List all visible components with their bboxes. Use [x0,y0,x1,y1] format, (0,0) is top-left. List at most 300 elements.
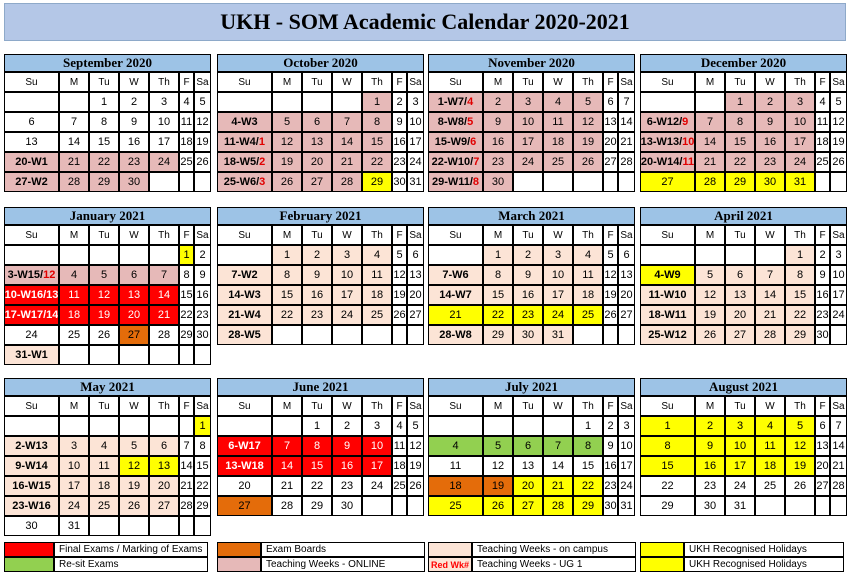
month-title: December 2020 [640,54,847,72]
day-cell [4,416,59,436]
day-header: F [815,72,830,92]
day-cell: 3 [618,416,635,436]
day-header: Th [573,225,603,245]
day-cell: 17 [830,285,847,305]
day-cell [217,245,272,265]
day-cell: 22 [194,476,211,496]
day-cell: 29 [640,496,695,516]
day-cell: 4 [428,436,483,456]
day-cell [119,416,149,436]
day-cell: 7 [179,436,194,456]
day-cell: 8 [89,112,119,132]
day-cell [179,416,194,436]
day-cell: 11 [573,265,603,285]
month-title: February 2021 [217,207,424,225]
day-cell: 18 [179,132,194,152]
day-cell: 24 [149,152,179,172]
day-header: M [483,72,513,92]
day-cell: 26 [407,476,424,496]
day-cell: 4 [573,245,603,265]
day-cell: 5 [407,416,424,436]
day-header: W [332,396,362,416]
day-cell: 18 [543,132,573,152]
day-cell: 9 [392,112,407,132]
day-cell: 30 [119,172,149,192]
day-cell: 5 [194,92,211,112]
day-cell: 12 [89,285,119,305]
day-cell: 15 [483,285,513,305]
day-cell: 7 [149,265,179,285]
day-cell [4,92,59,112]
day-header: F [179,396,194,416]
day-cell: 9 [302,265,332,285]
day-cell: 20 [603,132,618,152]
day-cell: 18-W11 [640,305,695,325]
day-header: W [119,225,149,245]
day-cell: 17 [543,285,573,305]
day-cell: 10 [618,436,635,456]
day-cell [217,92,272,112]
day-cell: 1 [272,245,302,265]
day-cell: 16 [483,132,513,152]
day-cell: 9 [815,265,830,285]
day-cell: 11 [815,112,830,132]
day-cell [272,92,302,112]
day-cell: 13-W13/ 10 [640,132,695,152]
day-cell: 14-W7 [428,285,483,305]
day-cell: 19 [194,132,211,152]
day-cell: 12 [830,112,847,132]
day-cell: 12 [695,285,725,305]
day-header: Sa [407,72,424,92]
day-cell: 10 [830,265,847,285]
day-cell: 12 [785,436,815,456]
day-cell: 2 [513,245,543,265]
day-cell: 14 [543,456,573,476]
day-cell: 10 [513,112,543,132]
day-cell: 30 [695,496,725,516]
day-cell: 7 [618,92,635,112]
day-cell [302,325,332,345]
day-cell: 22 [302,476,332,496]
day-cell: 3 [785,92,815,112]
day-cell [755,245,785,265]
day-cell: 7 [543,436,573,456]
day-cell: 29 [785,325,815,345]
day-header: F [179,72,194,92]
day-cell: 31 [618,496,635,516]
month-title: October 2020 [217,54,424,72]
day-cell: 26 [392,305,407,325]
day-cell: 14 [830,436,847,456]
legend-swatch-teaching-online [217,557,261,572]
day-cell: 23 [332,476,362,496]
day-cell: 18 [392,456,407,476]
day-cell: 4 [89,436,119,456]
month-title: April 2021 [640,207,847,225]
day-cell: 11 [543,112,573,132]
day-cell: 16 [695,456,725,476]
day-header: M [272,225,302,245]
day-cell [179,345,194,365]
day-header: Su [640,72,695,92]
day-cell: 6 [149,436,179,456]
month-title: May 2021 [4,378,211,396]
day-header: F [603,72,618,92]
day-cell: 30 [483,172,513,192]
day-cell: 6 [4,112,59,132]
day-cell: 16 [194,285,211,305]
day-cell [89,416,119,436]
day-cell [59,345,89,365]
day-cell: 25-W12 [640,325,695,345]
day-cell: 14-W3 [217,285,272,305]
day-cell: 13 [407,265,424,285]
day-cell: 2 [695,416,725,436]
day-cell: 8 [272,265,302,285]
day-cell: 28-W5 [217,325,272,345]
day-cell: 9 [194,265,211,285]
day-cell: 29 [194,496,211,516]
day-cell: 15 [194,456,211,476]
day-cell: 24 [725,476,755,496]
day-cell: 18 [755,456,785,476]
day-cell: 21 [149,305,179,325]
day-cell: 9 [513,265,543,285]
day-cell: 20 [302,152,332,172]
day-cell: 5 [272,112,302,132]
day-cell: 18-W5/ 2 [217,152,272,172]
day-cell: 12 [603,265,618,285]
day-cell: 28 [695,172,725,192]
day-cell: 8 [785,265,815,285]
day-cell: 12 [272,132,302,152]
day-header: F [392,396,407,416]
day-cell [428,245,483,265]
day-cell: 31-W1 [4,345,59,365]
day-header: W [543,72,573,92]
day-header: Su [4,396,59,416]
day-cell: 11 [89,456,119,476]
day-cell: 7 [830,416,847,436]
day-header: F [603,396,618,416]
day-cell: 27 [302,172,332,192]
day-cell [59,416,89,436]
day-cell [695,92,725,112]
day-cell [725,245,755,265]
day-cell: 6-W17 [217,436,272,456]
day-cell: 5 [695,265,725,285]
day-header: W [119,396,149,416]
month-title: June 2021 [217,378,424,396]
day-cell: 10 [785,112,815,132]
legend-label-exam-boards: Exam Boards [261,542,425,557]
day-header: Sa [830,225,847,245]
day-cell [332,92,362,112]
day-cell: 9 [603,436,618,456]
legend-label-final-exams: Final Exams / Marking of Exams [54,542,208,557]
day-cell: 14 [59,132,89,152]
day-cell [392,496,407,516]
day-header: Sa [194,225,211,245]
day-cell: 12 [407,436,424,456]
day-header: M [695,225,725,245]
page-title: UKH - SOM Academic Calendar 2020-2021 [4,3,846,41]
day-header: W [543,225,573,245]
day-cell: 14 [149,285,179,305]
day-cell: 1 [362,92,392,112]
day-header: Sa [407,225,424,245]
day-header: Th [362,396,392,416]
day-cell: 25 [362,305,392,325]
day-cell: 20 [217,476,272,496]
day-cell: 29 [483,325,513,345]
day-cell: 12 [119,456,149,476]
day-cell [513,416,543,436]
day-header: M [272,72,302,92]
day-cell: 18 [362,285,392,305]
day-cell: 25 [428,496,483,516]
day-cell: 4-W3 [217,112,272,132]
day-cell: 24 [332,305,362,325]
legend-red-week-marker: Red Wk# [428,557,472,572]
day-header: M [272,396,302,416]
day-header: Tu [302,72,332,92]
legend-label-teaching-online: Teaching Weeks - ONLINE [261,557,425,572]
day-header: Tu [89,72,119,92]
day-cell [407,325,424,345]
day-cell: 15 [573,456,603,476]
day-cell: 2 [603,416,618,436]
day-cell: 18 [573,285,603,305]
day-cell: 27 [513,496,543,516]
day-cell: 12 [392,265,407,285]
day-cell: 10 [59,456,89,476]
day-cell: 5 [830,92,847,112]
day-cell: 19 [830,132,847,152]
day-cell [573,172,603,192]
day-header: F [815,225,830,245]
day-header: Sa [830,72,847,92]
day-header: Su [217,396,272,416]
day-cell: 21 [830,456,847,476]
day-cell: 26 [483,496,513,516]
day-cell: 27-W2 [4,172,59,192]
day-cell: 8 [483,265,513,285]
month-title: July 2021 [428,378,635,396]
day-cell: 9 [483,112,513,132]
month-title: September 2020 [4,54,211,72]
day-header: F [179,225,194,245]
day-header: M [483,396,513,416]
day-header: Sa [194,72,211,92]
day-cell: 21-W4 [217,305,272,325]
day-cell: 9 [119,112,149,132]
day-cell: 27 [618,305,635,325]
day-header: W [119,72,149,92]
day-cell [302,92,332,112]
day-header: Th [149,72,179,92]
day-header: Su [428,72,483,92]
day-cell: 30 [815,325,830,345]
day-cell: 28 [618,152,635,172]
day-cell: 15 [302,456,332,476]
day-header: Tu [89,396,119,416]
day-cell: 13 [119,285,149,305]
day-cell: 20 [149,476,179,496]
day-cell: 11 [392,436,407,456]
day-cell [785,496,815,516]
day-header: Tu [725,72,755,92]
day-cell: 8 [573,436,603,456]
day-cell [640,245,695,265]
day-cell: 11 [755,436,785,456]
day-cell: 6 [815,416,830,436]
day-cell: 20 [119,305,149,325]
day-cell: 25-W6/ 3 [217,172,272,192]
day-cell [332,325,362,345]
day-cell: 1 [483,245,513,265]
day-cell: 22 [573,476,603,496]
day-cell: 7 [332,112,362,132]
day-cell: 16 [119,132,149,152]
day-cell: 11-W10 [640,285,695,305]
day-cell: 23 [194,305,211,325]
day-cell [179,172,194,192]
day-cell [603,325,618,345]
day-header: Sa [618,72,635,92]
day-cell: 21 [428,305,483,325]
day-cell: 10 [332,265,362,285]
day-cell: 25 [179,152,194,172]
day-cell: 3 [407,92,424,112]
day-cell: 13 [149,456,179,476]
day-cell: 7-W6 [428,265,483,285]
day-cell: 4 [755,416,785,436]
day-header: F [815,396,830,416]
day-header: Tu [725,225,755,245]
day-cell: 27 [725,325,755,345]
day-cell: 19 [407,456,424,476]
day-header: M [59,72,89,92]
day-header: M [695,396,725,416]
day-cell: 10-W16/ 13 [4,285,59,305]
day-cell: 13 [513,456,543,476]
day-cell: 19 [695,305,725,325]
day-header: Tu [89,225,119,245]
day-cell: 4 [815,92,830,112]
day-cell: 18 [815,132,830,152]
day-cell: 16 [302,285,332,305]
day-cell: 20 [618,285,635,305]
day-header: Tu [302,396,332,416]
day-cell: 15-W9/ 6 [428,132,483,152]
day-cell: 28 [59,172,89,192]
day-header: M [59,225,89,245]
day-cell: 11 [362,265,392,285]
day-cell: 14 [755,285,785,305]
day-cell: 10 [149,112,179,132]
day-header: Th [785,396,815,416]
day-cell: 22 [272,305,302,325]
day-cell: 22 [725,152,755,172]
day-cell: 24 [830,305,847,325]
day-cell: 7 [695,112,725,132]
day-cell: 29 [179,325,194,345]
day-cell [149,345,179,365]
day-cell: 10 [725,436,755,456]
day-cell: 17 [513,132,543,152]
day-cell: 23 [603,476,618,496]
day-cell [407,496,424,516]
day-cell: 6-W12/ 9 [640,112,695,132]
day-cell: 11-W4/ 1 [217,132,272,152]
day-cell: 30 [4,516,59,536]
day-cell: 3 [830,245,847,265]
day-cell: 28 [179,496,194,516]
day-cell: 30 [603,496,618,516]
day-cell: 1 [302,416,332,436]
day-cell [392,325,407,345]
day-cell: 6 [407,245,424,265]
day-cell: 24 [362,476,392,496]
day-header: M [483,225,513,245]
day-cell: 24 [543,305,573,325]
day-cell: 9 [332,436,362,456]
day-cell [543,416,573,436]
day-cell: 3 [543,245,573,265]
day-cell: 26 [573,152,603,172]
day-cell: 5 [785,416,815,436]
day-cell [830,496,847,516]
day-cell [119,516,149,536]
day-cell: 19 [119,476,149,496]
day-cell: 1-W7/ 4 [428,92,483,112]
day-cell [428,416,483,436]
day-cell [573,325,603,345]
day-cell: 2-W13 [4,436,59,456]
day-cell: 28 [830,476,847,496]
day-cell: 20 [407,285,424,305]
day-cell: 18 [428,476,483,496]
day-cell: 9 [695,436,725,456]
day-cell [362,496,392,516]
day-cell: 3 [332,245,362,265]
day-cell: 20 [513,476,543,496]
day-cell: 19 [392,285,407,305]
day-header: Su [4,72,59,92]
day-cell: 19 [603,285,618,305]
day-cell: 22 [362,152,392,172]
day-cell: 3 [513,92,543,112]
day-cell: 28 [332,172,362,192]
day-cell: 9-W14 [4,456,59,476]
day-header: M [59,396,89,416]
day-cell: 17 [407,132,424,152]
day-cell: 25 [543,152,573,172]
day-header: W [755,396,785,416]
day-cell: 13 [815,436,830,456]
day-cell [179,516,194,536]
day-header: Th [362,225,392,245]
month-title: November 2020 [428,54,635,72]
day-cell [194,516,211,536]
day-cell: 17 [618,456,635,476]
day-cell: 29 [302,496,332,516]
day-cell [119,345,149,365]
day-cell: 22 [179,305,194,325]
day-cell: 5 [603,245,618,265]
